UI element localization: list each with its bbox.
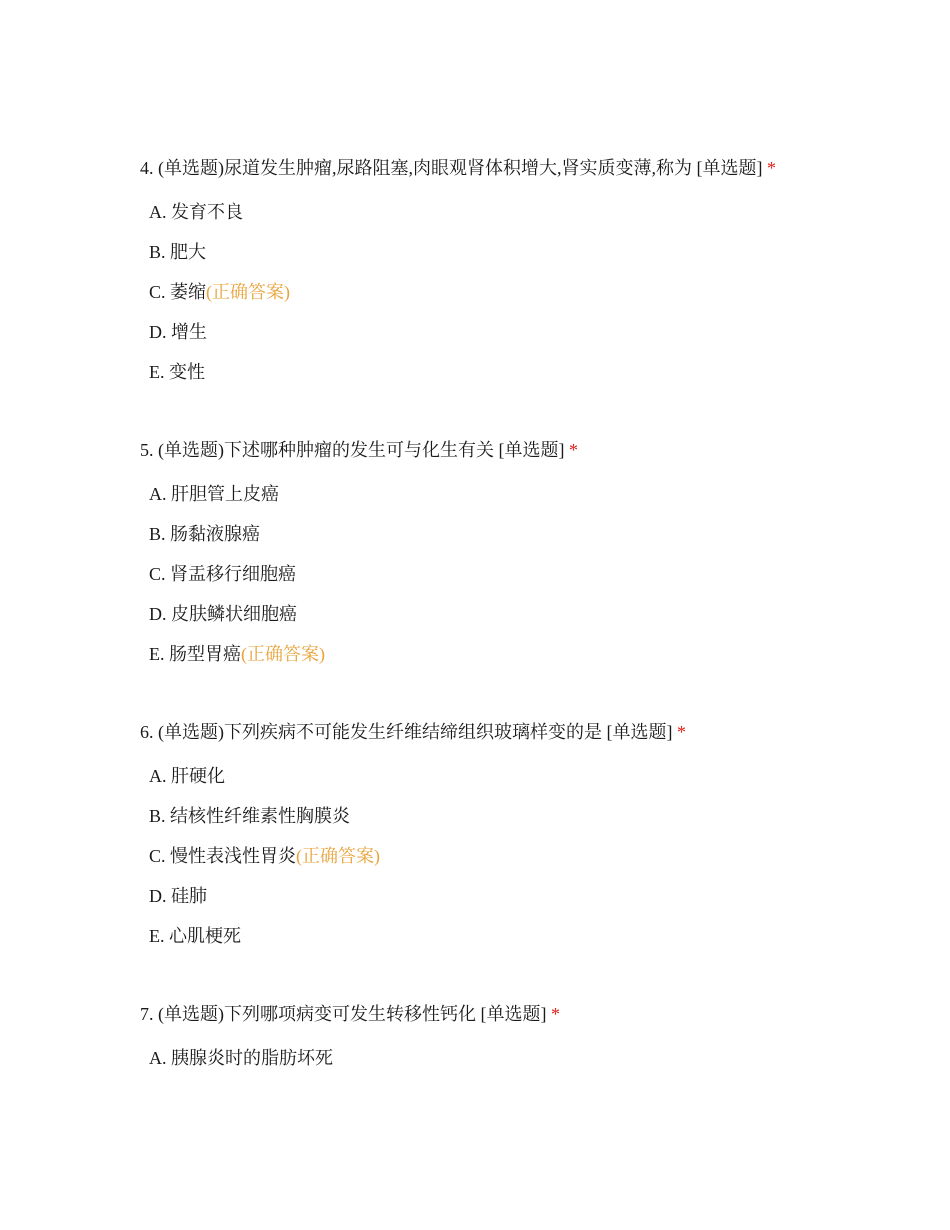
option-text: 硅肺 xyxy=(171,886,207,906)
options-list xyxy=(149,765,920,947)
option-text: 慢性表浅性胃炎 xyxy=(170,846,297,866)
option-text: 肝硬化 xyxy=(171,766,225,786)
option-text: 增生 xyxy=(171,322,207,342)
option-letter: D. xyxy=(149,886,167,906)
correct-answer-label: (正确答案) xyxy=(241,644,325,664)
option-text: 结核性纤维素性胸膜炎 xyxy=(170,806,351,826)
option-text: 皮肤鳞状细胞癌 xyxy=(171,604,297,624)
question-number: 6. xyxy=(140,722,154,742)
option-letter: E. xyxy=(149,926,165,946)
question-7 xyxy=(140,1003,920,1087)
option-text: 肠型胃癌 xyxy=(169,644,241,664)
required-mark: * xyxy=(766,158,776,178)
option-a[interactable] xyxy=(149,483,920,505)
option-a[interactable] xyxy=(149,201,920,223)
option-letter: D. xyxy=(149,322,167,342)
option-d[interactable] xyxy=(149,885,920,907)
question-text: (单选题)下列哪项病变可发生转移性钙化 [单选题] xyxy=(158,1004,547,1024)
question-title xyxy=(140,721,920,743)
option-letter: C. xyxy=(149,282,166,302)
question-number: 4. xyxy=(140,158,154,178)
option-text: 变性 xyxy=(169,362,205,382)
option-letter: B. xyxy=(149,524,166,544)
option-c[interactable] xyxy=(149,281,920,303)
option-b[interactable] xyxy=(149,523,920,545)
option-letter: D. xyxy=(149,604,167,624)
option-c[interactable] xyxy=(149,845,920,867)
options-list xyxy=(149,201,920,383)
option-text: 肾盂移行细胞癌 xyxy=(170,564,297,584)
option-letter: A. xyxy=(149,484,167,504)
option-text: 萎缩 xyxy=(170,282,207,302)
option-c[interactable] xyxy=(149,563,920,585)
option-b[interactable] xyxy=(149,241,920,263)
option-b[interactable] xyxy=(149,805,920,827)
option-e[interactable] xyxy=(149,643,920,665)
question-title xyxy=(140,157,920,179)
question-4 xyxy=(140,157,920,401)
option-e[interactable] xyxy=(149,925,920,947)
required-mark: * xyxy=(676,722,686,742)
option-letter: C. xyxy=(149,564,166,584)
option-text: 肝胆管上皮癌 xyxy=(171,484,279,504)
option-text: 发育不良 xyxy=(171,202,243,222)
option-letter: A. xyxy=(149,202,167,222)
correct-answer-label: (正确答案) xyxy=(296,846,381,866)
option-letter: B. xyxy=(149,806,166,826)
required-mark: * xyxy=(550,1004,560,1024)
question-number: 7. xyxy=(140,1004,154,1024)
option-letter: E. xyxy=(149,644,165,664)
options-list xyxy=(149,1047,920,1069)
option-text: 肥大 xyxy=(170,242,207,262)
option-letter: C. xyxy=(149,846,166,866)
option-letter: E. xyxy=(149,362,165,382)
question-title xyxy=(140,1003,920,1025)
option-text: 肠黏液腺癌 xyxy=(170,524,261,544)
option-text: 心肌梗死 xyxy=(169,926,241,946)
correct-answer-label: (正确答案) xyxy=(206,282,291,302)
option-e[interactable] xyxy=(149,361,920,383)
question-text: (单选题)尿道发生肿瘤,尿路阻塞,肉眼观肾体积增大,肾实质变薄,称为 [单选题] xyxy=(158,158,763,178)
option-a[interactable] xyxy=(149,1047,920,1069)
question-text: (单选题)下列疾病不可能发生纤维结缔组织玻璃样变的是 [单选题] xyxy=(158,722,673,742)
option-text: 胰腺炎时的脂肪坏死 xyxy=(171,1048,333,1068)
question-number: 5. xyxy=(140,440,154,460)
question-5 xyxy=(140,439,920,683)
question-title xyxy=(140,439,920,461)
required-mark: * xyxy=(568,440,578,460)
option-d[interactable] xyxy=(149,603,920,625)
option-letter: A. xyxy=(149,766,167,786)
option-letter: A. xyxy=(149,1048,167,1068)
question-6 xyxy=(140,721,920,965)
option-d[interactable] xyxy=(149,321,920,343)
question-text: (单选题)下述哪种肿瘤的发生可与化生有关 [单选题] xyxy=(158,440,565,460)
options-list xyxy=(149,483,920,665)
option-letter: B. xyxy=(149,242,166,262)
option-a[interactable] xyxy=(149,765,920,787)
